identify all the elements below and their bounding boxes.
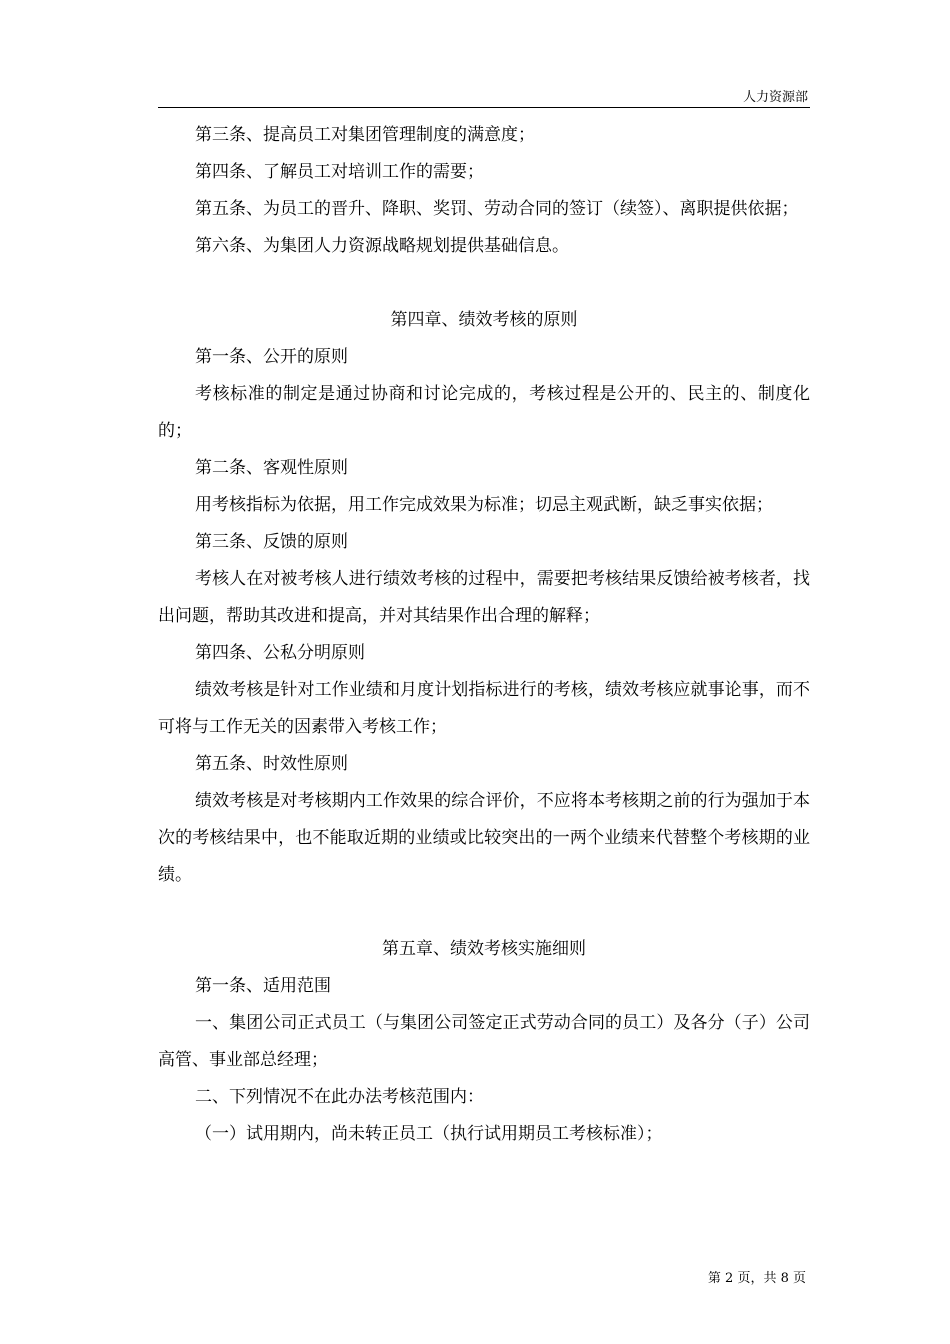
chapter-5 xyxy=(158,931,810,1153)
page-footer xyxy=(708,1271,806,1287)
paragraph: 考核人在对被考核人进行绩效考核的过程中，需要把考核结果反馈给被考核者，找出问题，帮助其改进和提高，并对其结果作出合理的解释； xyxy=(158,569,810,626)
article-heading: 第一条、公开的原则 xyxy=(195,347,348,367)
paragraph: 二、下列情况不在此办法考核范围内： xyxy=(195,1087,484,1107)
paragraph: 第四条、了解员工对培训工作的需要； xyxy=(195,162,484,182)
article-heading: 第四条、公私分明原则 xyxy=(195,643,365,663)
paragraph: 第五条、为员工的晋升、降职、奖罚、劳动合同的签订（续签）、离职提供依据； xyxy=(195,199,799,219)
header-department: 人力资源部 xyxy=(742,90,808,105)
paragraph: 绩效考核是对考核期内工作效果的综合评价，不应将本考核期之前的行为强加于本次的考核结果中，也不能取近期的业绩或比较突出的一两个业绩来代替整个考核期的业绩。 xyxy=(158,791,810,885)
chapter-4 xyxy=(158,302,810,894)
paragraph: （一）试用期内，尚未转正员工（执行试用期员工考核标准）； xyxy=(195,1124,663,1144)
section-previous xyxy=(158,117,810,265)
page-header xyxy=(158,90,810,108)
paragraph: 考核标准的制定是通过协商和讨论完成的，考核过程是公开的、民主的、制度化的； xyxy=(158,384,810,441)
paragraph: 用考核指标为依据，用工作完成效果为标准；切忌主观武断，缺乏事实依据； xyxy=(195,495,773,515)
paragraph: 第三条、提高员工对集团管理制度的满意度； xyxy=(195,125,535,145)
article-heading: 第一条、适用范围 xyxy=(195,976,331,996)
article-heading: 第二条、客观性原则 xyxy=(195,458,348,478)
article-heading: 第五条、时效性原则 xyxy=(195,754,348,774)
paragraph: 第六条、为集团人力资源战略规划提供基础信息。 xyxy=(195,236,569,256)
chapter-title: 第五章、绩效考核实施细则 xyxy=(382,939,586,959)
page-number: 第 2 页，共 8 页 xyxy=(707,1271,806,1286)
paragraph: 一、集团公司正式员工（与集团公司签定正式劳动合同的员工）及各分（子）公司高管、事业部总经理； xyxy=(158,1013,810,1070)
article-heading: 第三条、反馈的原则 xyxy=(195,532,348,552)
chapter-title: 第四章、绩效考核的原则 xyxy=(390,310,578,330)
document-body xyxy=(158,117,810,1153)
paragraph: 绩效考核是针对工作业绩和月度计划指标进行的考核，绩效考核应就事论事，而不可将与工作无关的因素带入考核工作； xyxy=(158,680,810,737)
